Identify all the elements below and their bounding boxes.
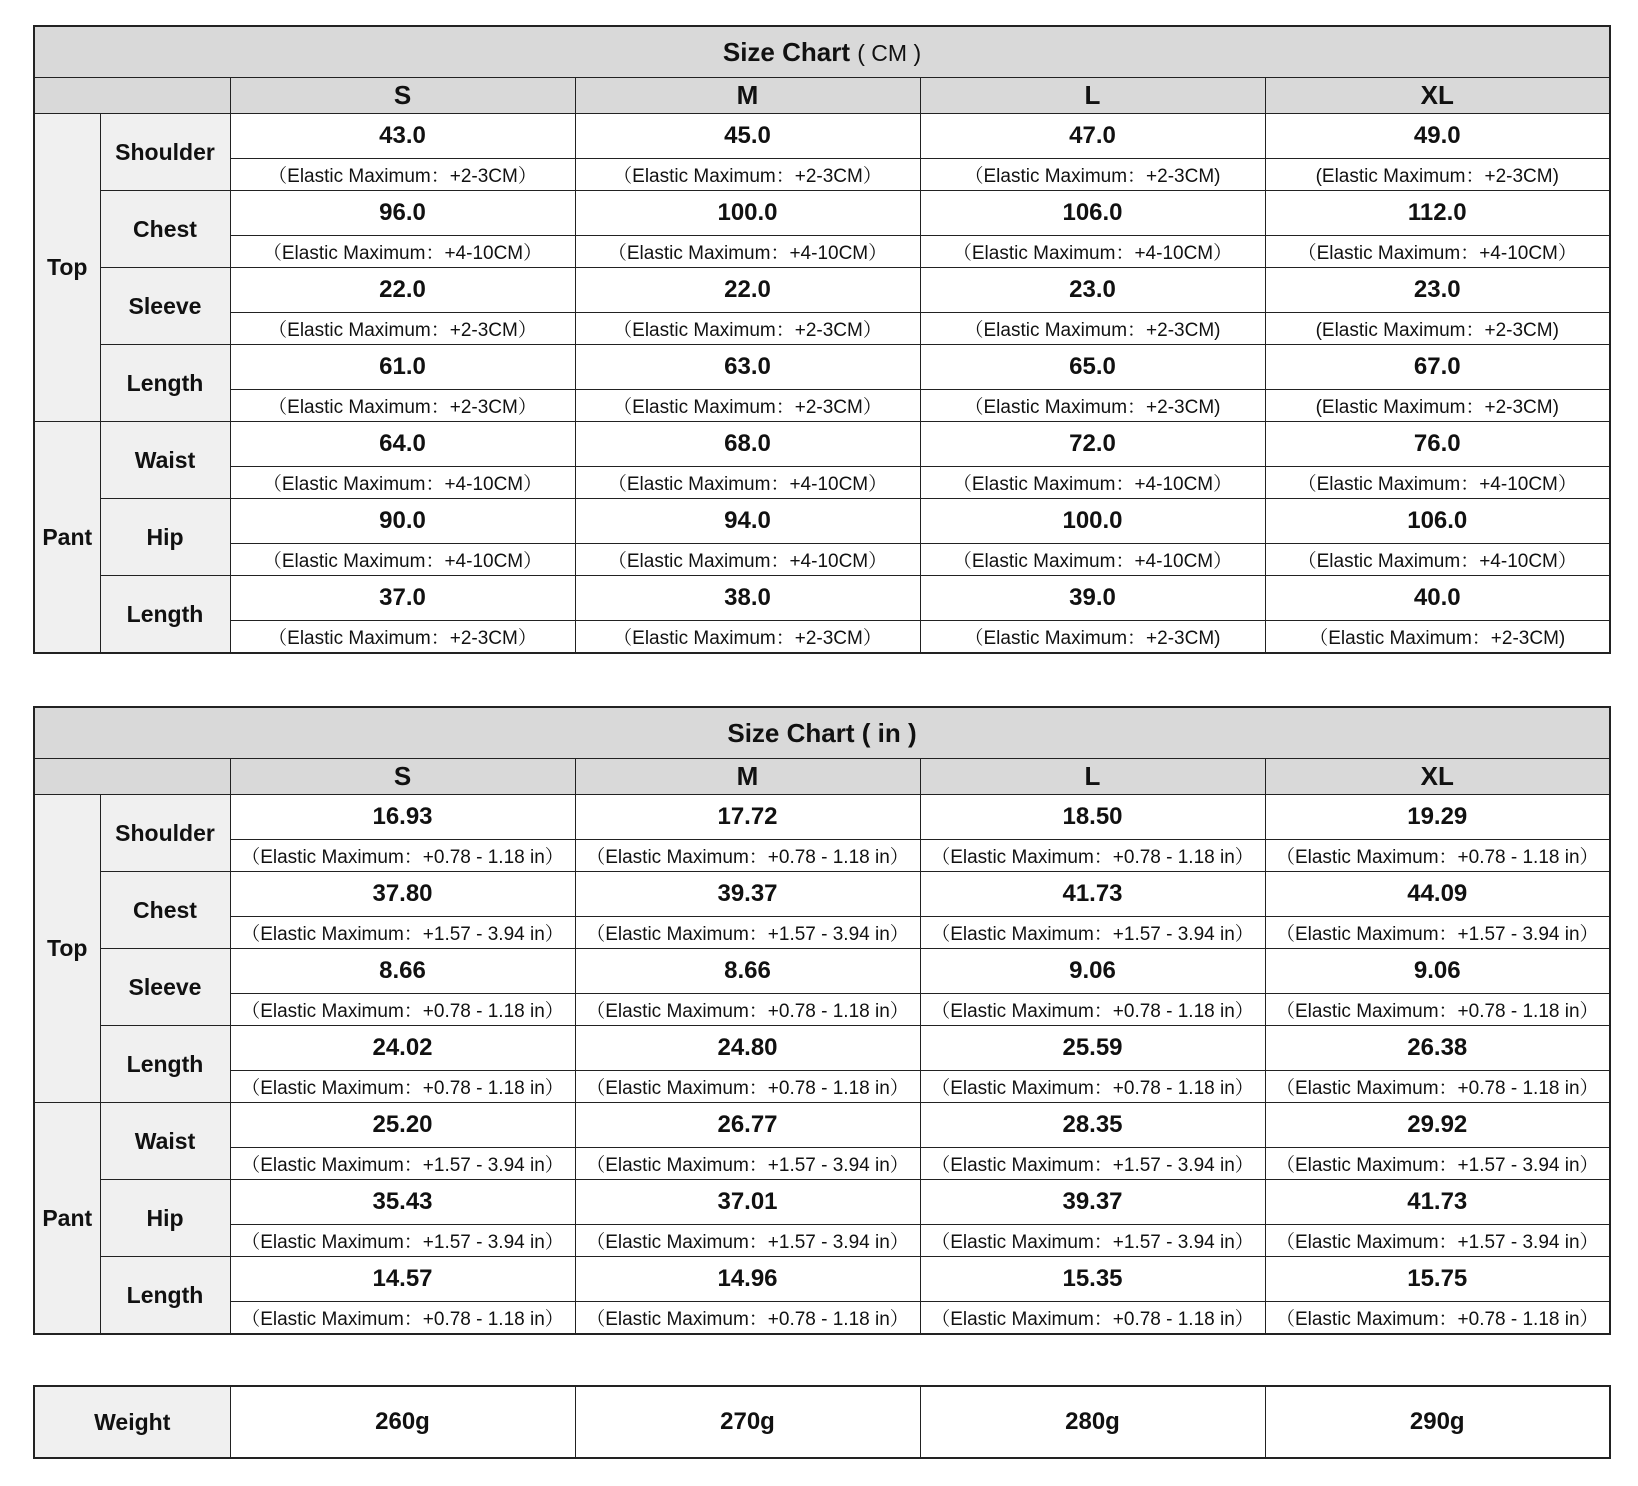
elastic-note: (Elastic Maximum：+2-3CM): [1265, 313, 1610, 345]
measure-label-waist: Waist: [100, 422, 230, 499]
size-chart-in: [33, 706, 1611, 1335]
measure-label-shoulder: Shoulder: [100, 795, 230, 872]
measure-label-length: Length: [100, 345, 230, 422]
elastic-note: （Elastic Maximum：+4-10CM）: [920, 467, 1265, 499]
elastic-note: （Elastic Maximum：+4-10CM）: [230, 236, 575, 268]
value-cell: 65.0: [920, 345, 1265, 390]
value-cell: 15.35: [920, 1257, 1265, 1302]
elastic-note: (Elastic Maximum：+2-3CM): [1265, 159, 1610, 191]
elastic-note: （Elastic Maximum：+1.57 - 3.94 in）: [575, 1225, 920, 1257]
value-cell: 100.0: [920, 499, 1265, 544]
value-cell: 44.09: [1265, 872, 1610, 917]
value-cell: 43.0: [230, 114, 575, 159]
value-cell: 14.57: [230, 1257, 575, 1302]
value-cell: 8.66: [575, 949, 920, 994]
value-cell: 22.0: [230, 268, 575, 313]
value-cell: 49.0: [1265, 114, 1610, 159]
elastic-note: （Elastic Maximum：+0.78 - 1.18 in）: [575, 994, 920, 1026]
weight-value: 290g: [1265, 1386, 1610, 1458]
value-cell: 8.66: [230, 949, 575, 994]
elastic-note: （Elastic Maximum：+0.78 - 1.18 in）: [230, 1302, 575, 1335]
elastic-note: （Elastic Maximum：+2-3CM）: [230, 313, 575, 345]
value-cell: 64.0: [230, 422, 575, 467]
size-header-xl: XL: [1265, 78, 1610, 114]
value-cell: 18.50: [920, 795, 1265, 840]
size-header-l: L: [920, 78, 1265, 114]
header-blank: [34, 759, 230, 795]
value-cell: 17.72: [575, 795, 920, 840]
elastic-note: （Elastic Maximum：+1.57 - 3.94 in）: [230, 1225, 575, 1257]
elastic-note: （Elastic Maximum：+2-3CM）: [230, 621, 575, 654]
elastic-note: （Elastic Maximum：+2-3CM）: [230, 159, 575, 191]
elastic-note: （Elastic Maximum：+2-3CM）: [230, 390, 575, 422]
elastic-note: （Elastic Maximum：+1.57 - 3.94 in）: [575, 917, 920, 949]
elastic-note: （Elastic Maximum：+1.57 - 3.94 in）: [920, 1225, 1265, 1257]
value-cell: 22.0: [575, 268, 920, 313]
elastic-note: （Elastic Maximum：+1.57 - 3.94 in）: [575, 1148, 920, 1180]
value-cell: 72.0: [920, 422, 1265, 467]
measure-label-length: Length: [100, 576, 230, 654]
value-cell: 15.75: [1265, 1257, 1610, 1302]
value-cell: 37.01: [575, 1180, 920, 1225]
elastic-note: （Elastic Maximum：+0.78 - 1.18 in）: [1265, 1302, 1610, 1335]
elastic-note: （Elastic Maximum：+1.57 - 3.94 in）: [1265, 917, 1610, 949]
value-cell: 76.0: [1265, 422, 1610, 467]
size-header-l: L: [920, 759, 1265, 795]
value-cell: 37.0: [230, 576, 575, 621]
measure-label-sleeve: Sleeve: [100, 949, 230, 1026]
value-cell: 67.0: [1265, 345, 1610, 390]
measure-label-chest: Chest: [100, 191, 230, 268]
elastic-note: （Elastic Maximum：+4-10CM）: [920, 236, 1265, 268]
value-cell: 47.0: [920, 114, 1265, 159]
value-cell: 39.0: [920, 576, 1265, 621]
value-cell: 100.0: [575, 191, 920, 236]
value-cell: 9.06: [920, 949, 1265, 994]
chart-title-text: Size Chart: [722, 36, 851, 67]
elastic-note: （Elastic Maximum：+4-10CM）: [1265, 544, 1610, 576]
elastic-note: （Elastic Maximum：+2-3CM）: [575, 159, 920, 191]
value-cell: 63.0: [575, 345, 920, 390]
elastic-note: （Elastic Maximum：+4-10CM）: [575, 236, 920, 268]
size-header-s: S: [230, 759, 575, 795]
value-cell: 29.92: [1265, 1103, 1610, 1148]
chart-unit: ( CM ): [857, 39, 922, 66]
elastic-note: （Elastic Maximum：+2-3CM): [920, 390, 1265, 422]
value-cell: 23.0: [920, 268, 1265, 313]
chart-unit: ( in ): [861, 717, 917, 748]
size-header-xl: XL: [1265, 759, 1610, 795]
value-cell: 39.37: [575, 872, 920, 917]
header-blank: [34, 78, 230, 114]
elastic-note: （Elastic Maximum：+4-10CM）: [1265, 467, 1610, 499]
elastic-note: （Elastic Maximum：+0.78 - 1.18 in）: [920, 840, 1265, 872]
elastic-note: （Elastic Maximum：+0.78 - 1.18 in）: [1265, 840, 1610, 872]
value-cell: 16.93: [230, 795, 575, 840]
elastic-note: （Elastic Maximum：+1.57 - 3.94 in）: [230, 917, 575, 949]
elastic-note: （Elastic Maximum：+1.57 - 3.94 in）: [230, 1148, 575, 1180]
elastic-note: （Elastic Maximum：+4-10CM）: [230, 467, 575, 499]
value-cell: 25.20: [230, 1103, 575, 1148]
value-cell: 41.73: [1265, 1180, 1610, 1225]
elastic-note: （Elastic Maximum：+4-10CM）: [1265, 236, 1610, 268]
elastic-note: （Elastic Maximum：+4-10CM）: [230, 544, 575, 576]
chart-title-text: Size Chart: [727, 717, 855, 748]
elastic-note: （Elastic Maximum：+1.57 - 3.94 in）: [1265, 1225, 1610, 1257]
size-header-m: M: [575, 759, 920, 795]
elastic-note: （Elastic Maximum：+0.78 - 1.18 in）: [230, 1071, 575, 1103]
elastic-note: （Elastic Maximum：+0.78 - 1.18 in）: [1265, 1071, 1610, 1103]
elastic-note: （Elastic Maximum：+2-3CM）: [575, 313, 920, 345]
value-cell: 68.0: [575, 422, 920, 467]
value-cell: 24.02: [230, 1026, 575, 1071]
chart-title: [34, 26, 1610, 78]
value-cell: 45.0: [575, 114, 920, 159]
elastic-note: （Elastic Maximum：+2-3CM): [920, 313, 1265, 345]
elastic-note: （Elastic Maximum：+1.57 - 3.94 in）: [920, 917, 1265, 949]
value-cell: 14.96: [575, 1257, 920, 1302]
elastic-note: （Elastic Maximum：+0.78 - 1.18 in）: [230, 994, 575, 1026]
elastic-note: （Elastic Maximum：+2-3CM): [920, 159, 1265, 191]
value-cell: 19.29: [1265, 795, 1610, 840]
value-cell: 26.38: [1265, 1026, 1610, 1071]
group-label-pant: Pant: [34, 1103, 100, 1335]
elastic-note: （Elastic Maximum：+4-10CM）: [920, 544, 1265, 576]
elastic-note: （Elastic Maximum：+1.57 - 3.94 in）: [1265, 1148, 1610, 1180]
elastic-note: （Elastic Maximum：+0.78 - 1.18 in）: [920, 1302, 1265, 1335]
group-label-pant: Pant: [34, 422, 100, 654]
measure-label-waist: Waist: [100, 1103, 230, 1180]
value-cell: 38.0: [575, 576, 920, 621]
measure-label-sleeve: Sleeve: [100, 268, 230, 345]
value-cell: 106.0: [920, 191, 1265, 236]
elastic-note: （Elastic Maximum：+2-3CM）: [575, 390, 920, 422]
value-cell: 106.0: [1265, 499, 1610, 544]
value-cell: 24.80: [575, 1026, 920, 1071]
weight-value: 270g: [575, 1386, 920, 1458]
measure-label-hip: Hip: [100, 1180, 230, 1257]
value-cell: 90.0: [230, 499, 575, 544]
elastic-note: （Elastic Maximum：+4-10CM）: [575, 467, 920, 499]
size-chart-cm: [33, 25, 1611, 654]
group-label-top: Top: [34, 114, 100, 422]
size-header-s: S: [230, 78, 575, 114]
measure-label-chest: Chest: [100, 872, 230, 949]
elastic-note: （Elastic Maximum：+4-10CM）: [575, 544, 920, 576]
group-label-top: Top: [34, 795, 100, 1103]
value-cell: 28.35: [920, 1103, 1265, 1148]
value-cell: 61.0: [230, 345, 575, 390]
elastic-note: （Elastic Maximum：+0.78 - 1.18 in）: [575, 1302, 920, 1335]
value-cell: 112.0: [1265, 191, 1610, 236]
elastic-note: （Elastic Maximum：+2-3CM): [1265, 621, 1610, 654]
elastic-note: （Elastic Maximum：+0.78 - 1.18 in）: [575, 1071, 920, 1103]
value-cell: 96.0: [230, 191, 575, 236]
value-cell: 40.0: [1265, 576, 1610, 621]
weight-table: [33, 1385, 1611, 1459]
weight-value: 260g: [230, 1386, 575, 1458]
elastic-note: （Elastic Maximum：+1.57 - 3.94 in）: [920, 1148, 1265, 1180]
elastic-note: （Elastic Maximum：+2-3CM): [920, 621, 1265, 654]
chart-title: [34, 707, 1610, 759]
weight-label: Weight: [34, 1386, 230, 1458]
value-cell: 9.06: [1265, 949, 1610, 994]
value-cell: 41.73: [920, 872, 1265, 917]
elastic-note: (Elastic Maximum：+2-3CM): [1265, 390, 1610, 422]
measure-label-hip: Hip: [100, 499, 230, 576]
size-header-m: M: [575, 78, 920, 114]
elastic-note: （Elastic Maximum：+2-3CM）: [575, 621, 920, 654]
value-cell: 25.59: [920, 1026, 1265, 1071]
value-cell: 39.37: [920, 1180, 1265, 1225]
elastic-note: （Elastic Maximum：+0.78 - 1.18 in）: [1265, 994, 1610, 1026]
value-cell: 37.80: [230, 872, 575, 917]
value-cell: 94.0: [575, 499, 920, 544]
elastic-note: （Elastic Maximum：+0.78 - 1.18 in）: [920, 1071, 1265, 1103]
value-cell: 35.43: [230, 1180, 575, 1225]
elastic-note: （Elastic Maximum：+0.78 - 1.18 in）: [575, 840, 920, 872]
elastic-note: （Elastic Maximum：+0.78 - 1.18 in）: [920, 994, 1265, 1026]
measure-label-length: Length: [100, 1257, 230, 1335]
value-cell: 23.0: [1265, 268, 1610, 313]
value-cell: 26.77: [575, 1103, 920, 1148]
weight-value: 280g: [920, 1386, 1265, 1458]
measure-label-shoulder: Shoulder: [100, 114, 230, 191]
measure-label-length: Length: [100, 1026, 230, 1103]
elastic-note: （Elastic Maximum：+0.78 - 1.18 in）: [230, 840, 575, 872]
